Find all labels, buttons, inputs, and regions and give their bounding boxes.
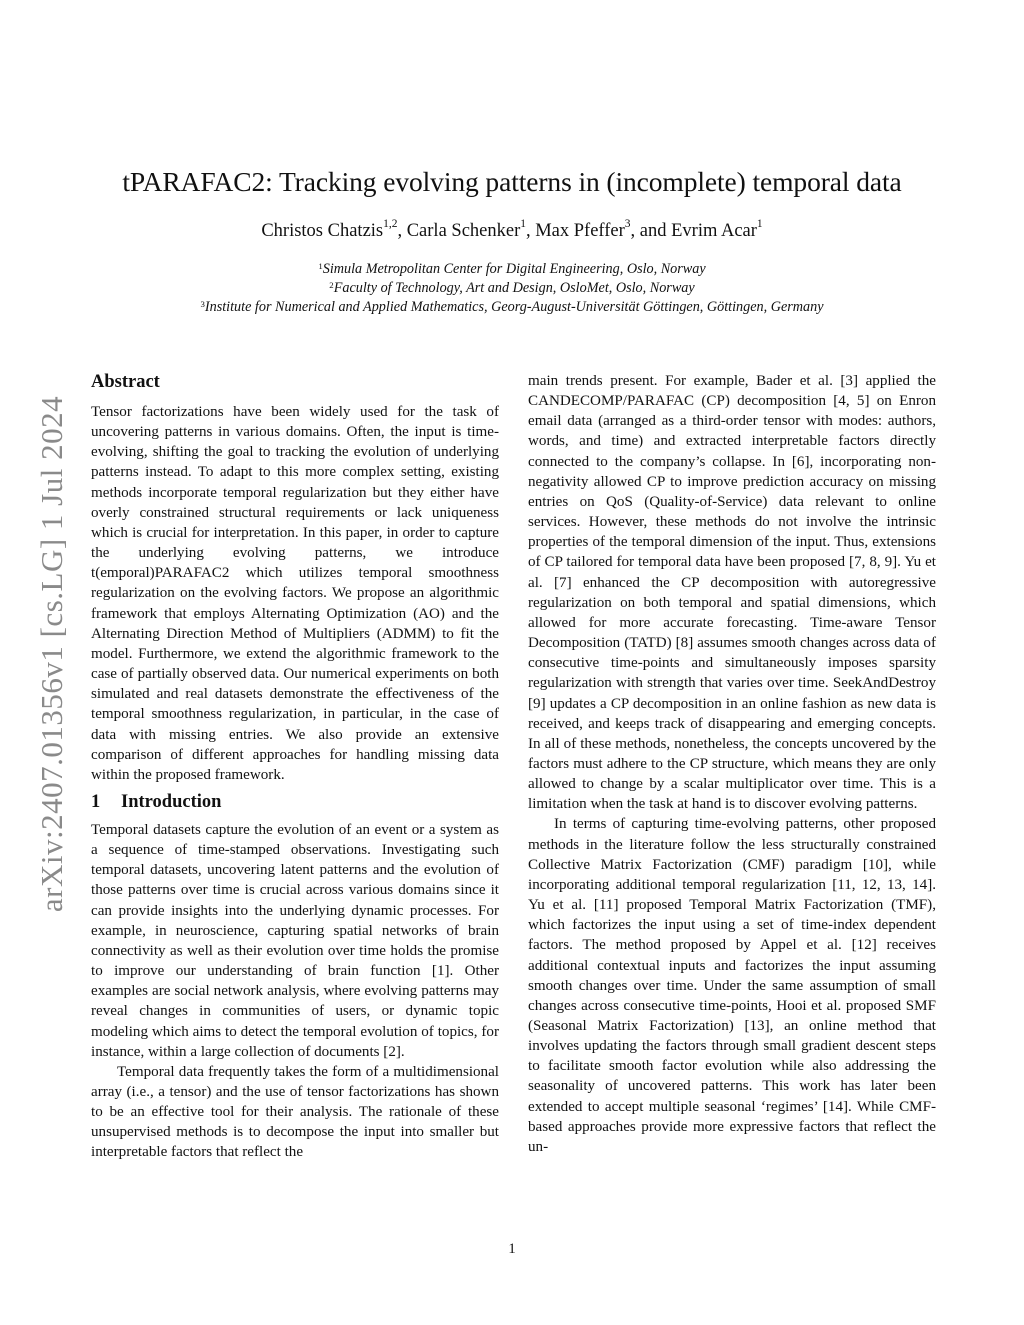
section-heading-introduction xyxy=(91,791,499,813)
author-affiliation-marker: 1,2 xyxy=(383,218,398,230)
section-number: 1 xyxy=(91,791,101,812)
intro-paragraph-2-continued: main trends present. For example, Bader et al. [3] applied the CANDECOMP/PARAFAC (CP) decomposition [4, 5] on Enron email data (arranged as a third-order tensor with modes: authors, words, and time) and extracted interpretable factors directly connected to the company’s collapse. In [6], incorporating non-negativity allowed CP to improve prediction accuracy on missing entries on QoS (Quality-of-Service) data relevant to online services. However, these methods do not involve the intrinsic properties of the temporal dimension of the input. Thus, extensions of CP tailored for temporal data have been proposed [7, 8, 9]. Yu et al. [7] enhanced the CP decomposition with autoregressive regularization on both temporal and spatial dimensions, which allowed for more accurate forecasting. Time-aware Tensor Decomposition (TATD) [8] assumes smooth changes across data of consecutive time-points and simultaneously imposes sparsity regularization with strength that varies over time. SeekAndDestroy [9] updates a CP decomposition in an online fashion as new data is received, and keeps track of disappearing and emerging concepts. In all of these methods, nonetheless, the concepts uncovered by the factors must adhere to the CP structure, which means they are only allowed to change by a scalar multiplicator over time. This is a limitation when the task at hand is to discover evolving patterns. xyxy=(528,373,936,813)
arxiv-identifier-stamp: arXiv:2407.01356v1 [cs.LG] 1 Jul 2024 xyxy=(34,395,69,913)
left-column xyxy=(91,371,499,1163)
author-affiliation-marker: 1 xyxy=(756,218,763,230)
author-name: Carla Schenker xyxy=(406,221,521,241)
affiliation xyxy=(0,279,1024,298)
affiliation-marker: 1 xyxy=(318,261,323,271)
affiliation-list xyxy=(0,260,1024,317)
author-name: Evrim Acar xyxy=(671,221,757,241)
affiliation xyxy=(0,260,1024,279)
section-title: Introduction xyxy=(121,791,222,812)
abstract-heading: Abstract xyxy=(91,372,160,392)
author-name: Christos Chatzis xyxy=(261,221,384,241)
affiliation xyxy=(0,298,1024,317)
right-column xyxy=(528,371,936,1157)
intro-paragraph-3: In terms of capturing time-evolving patterns, other proposed methods in the literature follow the less structurally constrained Collective Matrix Factorization (CMF) paradigm [10], while incorporating additional temporal regularization [11, 12, 13, 14]. Yu et al. [11] proposed Temporal Matrix Factorization (TMF), which factorizes the input using a set of time-index dependent factors. The method proposed by Appel et al. [12] receives additional contextual inputs and factorizes the input assuming smooth changes over time. Under the same assumption of small changes across consecutive time-points, Hooi et al. proposed SMF (Seasonal Matrix Factorization) [13], an online method that involves updating the factors through small gradient descent steps to facilitate smooth factor evolution while also addressing the seasonality of uncovered patterns. This work has later been extended to accept multiple seasonal ‘regimes’ [14]. While CMF-based approaches provide more expressive factors that reflect the un- xyxy=(528,816,936,1155)
paper-title: tPARAFAC2: Tracking evolving patterns in (incomplete) temporal data xyxy=(122,166,902,197)
abstract-text: Tensor factorizations have been widely used for the task of uncovering patterns in various domains. Often, the input is time-evolving, shifting the goal to tracking the evolution of underlying patterns instead. To adapt to this more complex setting, existing methods incorporate temporal regularization but they either have overly constrained structural requirements or lack uniqueness which is crucial for interpretation. In this paper, in order to capture the underlying evolving patterns, we introduce t(emporal)PARAFAC2 which utilizes temporal smoothness regularization on the evolving factors. We propose an algorithmic framework that employs Alternating Optimization (AO) and the Alternating Direction Method of Multipliers (ADMM) to fit the model. Furthermore, we extend the algorithmic framework to the case of partially observed data. Our numerical experiments on both simulated and real datasets demonstrate the effectiveness of the temporal smoothness regularization, in particular, in the case of data with missing entries. We also provide an extensive comparison of different approaches for handling missing data within the proposed framework. xyxy=(91,404,499,783)
affiliation-text: Faculty of Technology, Art and Design, OsloMet, Oslo, Norway xyxy=(333,280,695,296)
author-separator: , xyxy=(397,221,407,241)
affiliation-marker: 2 xyxy=(329,280,334,290)
author-name: Max Pfeffer xyxy=(535,221,625,241)
author-affiliation-marker: 1 xyxy=(520,218,526,230)
affiliation-text: Simula Metropolitan Center for Digital Engineering, Oslo, Norway xyxy=(322,261,706,277)
author-separator: , xyxy=(525,221,536,241)
intro-paragraph-2-start: Temporal data frequently takes the form of a multidimensional array (i.e., a tensor) and the use of tensor factorizations has shown to be an effective tool for their analysis. The rationale of these unsupervised methods is to decompose the input into smaller but interpretable factors that reflect the xyxy=(91,1063,499,1161)
affiliation-text: Institute for Numerical and Applied Mathematics, Georg-August-Universität Göttingen, Göttingen, Germany xyxy=(204,299,824,315)
affiliation-marker: 3 xyxy=(200,299,205,309)
author-separator: , and xyxy=(630,221,672,241)
author-affiliation-marker: 3 xyxy=(624,218,631,230)
intro-paragraph-1: Temporal datasets capture the evolution of an event or a system as a sequence of time-stamped observations. Investigating such temporal datasets, uncovering latent patterns and the evolution of those patterns over time is crucial across various domains since it can provide insights into the underlying dynamic processes. For example, in neuroscience, capturing spatial networks of brain connectivity as well as their evolution over time holds the promise to improve our understanding of brain function [1]. Other examples are social network analysis, where evolving patterns may reveal changes in communities of users, or dynamic topic modeling which aims to detect the temporal evolution of topics, for instance, within a large collection of documents [2]. xyxy=(91,821,499,1060)
author-list xyxy=(0,218,1024,242)
page-number: 1 xyxy=(508,1241,516,1257)
